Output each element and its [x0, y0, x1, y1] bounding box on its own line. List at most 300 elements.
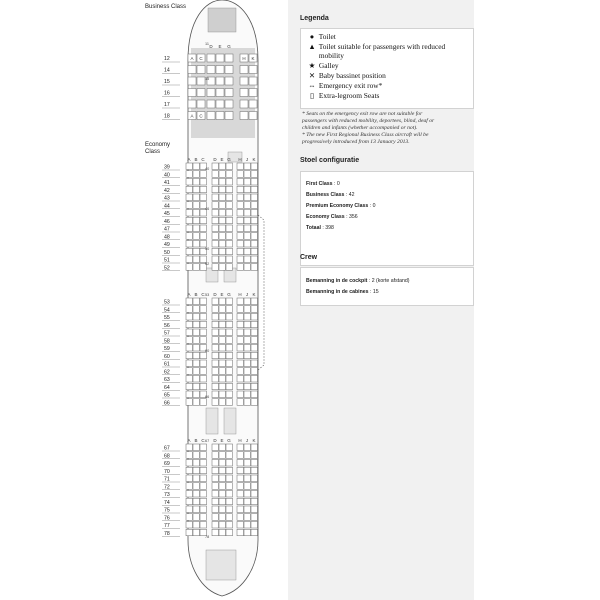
seat-economy [219, 337, 226, 344]
seat-business [207, 54, 215, 62]
config-row-first: First Class : 0 [306, 181, 340, 187]
row-number-economy: 65 [164, 392, 170, 399]
row-number-business: 14 [164, 67, 170, 74]
legend-title: Legenda [300, 15, 329, 22]
seat-economy [244, 256, 251, 263]
seat-economy [237, 491, 244, 498]
seat-letter-economy: J [245, 157, 249, 162]
row-number-economy: 72 [164, 484, 170, 491]
seat-economy [244, 506, 251, 513]
seat-economy [226, 337, 233, 344]
seat-economy [219, 475, 226, 482]
seat-letter-economy: J [245, 438, 249, 443]
legend-item-prm-toilet-cont: mobility [318, 51, 344, 60]
seat-economy [237, 368, 244, 375]
seat-economy [212, 522, 219, 529]
row-number-economy: 57 [164, 330, 170, 337]
config-row-economy: Economy Class : 356 [306, 214, 358, 220]
seat-economy [237, 264, 244, 271]
seat-economy [237, 202, 244, 209]
seat-economy [226, 368, 233, 375]
seat-economy [193, 306, 200, 313]
legend-note-4: * The new First Regional Business Class aircraft will be [302, 132, 429, 138]
seat-letter-economy: J [245, 292, 249, 297]
seat-economy [226, 522, 233, 529]
seat-economy [244, 321, 251, 328]
seat-economy [251, 179, 258, 186]
seat-economy [219, 483, 226, 490]
seat-economy [226, 225, 233, 232]
seat-economy [226, 233, 233, 240]
seat-economy [212, 306, 219, 313]
aisle-row-number: 78 [205, 535, 210, 539]
seat-economy [244, 248, 251, 255]
seat-economy [200, 352, 207, 359]
seat-economy [219, 498, 226, 505]
seat-economy [237, 529, 244, 536]
seat-business [240, 100, 248, 108]
seat-economy [200, 491, 207, 498]
seat-letter-economy: D [213, 157, 217, 162]
seat-economy [193, 383, 200, 390]
seat-economy [251, 506, 258, 513]
row-number-economy: 44 [164, 203, 170, 210]
seat-economy [186, 329, 193, 336]
seat-economy [200, 368, 207, 375]
seat-economy [237, 298, 244, 305]
row-number-economy: 73 [164, 492, 170, 498]
seat-letter-economy: G [227, 292, 231, 297]
legend-note-2: passengers with reduced mobility, deportees, blind, deaf or [302, 118, 435, 124]
seat-economy [244, 352, 251, 359]
aisle-row-number: 53 [205, 293, 210, 297]
seat-letter-economy: K [252, 292, 256, 297]
crew-row-cabin: Bemanning in de cabines : 15 [306, 289, 379, 295]
seat-economy [193, 529, 200, 536]
legend-box [300, 28, 474, 109]
seat-business [188, 100, 196, 108]
seat-economy [226, 475, 233, 482]
seat-economy [212, 491, 219, 498]
seat-economy [186, 202, 193, 209]
seat-business [216, 54, 224, 62]
seat-economy [251, 225, 258, 232]
seat-economy [186, 506, 193, 513]
seat-economy [212, 321, 219, 328]
seat-economy [219, 383, 226, 390]
seat-economy [186, 186, 193, 193]
seat-economy [212, 506, 219, 513]
seat-economy [212, 163, 219, 170]
seat-economy [186, 210, 193, 217]
seat-letter-economy: E [220, 292, 224, 297]
seat-economy [193, 391, 200, 398]
seat-economy [193, 225, 200, 232]
seat-economy [200, 467, 207, 474]
seat-economy [212, 376, 219, 383]
seat-economy [193, 233, 200, 240]
seat-economy [212, 444, 219, 451]
seat-economy [226, 383, 233, 390]
seat-economy [226, 399, 233, 406]
aisle-row-number: 46 [205, 207, 210, 211]
seat-economy [219, 391, 226, 398]
seat-economy [237, 498, 244, 505]
seat-economy [251, 391, 258, 398]
seat-economy [186, 233, 193, 240]
seat-economy [237, 186, 244, 193]
seat-economy [251, 529, 258, 536]
galley-icon: ★ [308, 61, 316, 70]
seat-economy [219, 376, 226, 383]
seat-economy [186, 264, 193, 271]
seat-economy [226, 352, 233, 359]
seat-economy [200, 383, 207, 390]
seat-letter-economy: G [227, 438, 231, 443]
seat-business [249, 100, 257, 108]
seat-economy [251, 233, 258, 240]
seat-economy [212, 233, 219, 240]
row-number-economy: 50 [164, 249, 170, 256]
seat-economy [237, 444, 244, 451]
seat-economy [193, 368, 200, 375]
seat-business [207, 89, 215, 97]
seat-economy [237, 248, 244, 255]
seat-letter-business: A [190, 113, 194, 119]
seat-economy [219, 233, 226, 240]
seat-economy [251, 368, 258, 375]
legend-item-extra-legroom: ▯ Extra-legroom Seats [307, 91, 379, 100]
seat-economy [251, 444, 258, 451]
seat-economy [186, 163, 193, 170]
row-number-economy: 53 [164, 299, 170, 306]
seat-economy [186, 467, 193, 474]
legend-item-exit-row: ⇔ Emergency exit row* [308, 81, 383, 90]
seat-economy [200, 217, 207, 224]
seat-letter-economy: K [252, 438, 256, 443]
seat-economy [251, 194, 258, 201]
seat-economy [200, 483, 207, 490]
row-number-economy: 74 [164, 499, 170, 506]
seat-economy [186, 475, 193, 482]
seat-business [197, 89, 205, 97]
seat-economy [193, 241, 200, 248]
row-number-business: 16 [164, 90, 170, 97]
seat-economy [226, 194, 233, 201]
row-number-economy: 42 [164, 187, 170, 194]
seat-economy [226, 210, 233, 217]
seat-economy [237, 329, 244, 336]
seat-economy [251, 360, 258, 367]
seat-letter-economy: G [227, 157, 231, 162]
seat-economy [219, 217, 226, 224]
row-number-economy: 60 [164, 353, 170, 360]
seat-economy [219, 171, 226, 178]
seat-economy [244, 460, 251, 467]
seat-economy [244, 514, 251, 521]
seat-economy [219, 163, 226, 170]
seat-economy [244, 467, 251, 474]
crew-title: Crew [300, 254, 318, 261]
seat-economy [251, 475, 258, 482]
seat-economy [212, 352, 219, 359]
seat-economy [186, 368, 193, 375]
seat-economy [212, 391, 219, 398]
seat-economy [212, 337, 219, 344]
aisle-row-number: 11 [205, 42, 209, 46]
row-number-economy: 43 [164, 195, 170, 202]
seat-economy [193, 467, 200, 474]
seat-letter-economy: B [194, 438, 198, 443]
seat-economy [200, 522, 207, 529]
seat-economy [226, 264, 233, 271]
seat-economy [244, 399, 251, 406]
seat-letter-economy: H [238, 438, 242, 443]
seat-economy [193, 452, 200, 459]
seat-economy [186, 444, 193, 451]
seat-letter-economy: A [187, 157, 191, 162]
seat-economy [244, 264, 251, 271]
seat-economy [251, 210, 258, 217]
seat-economy [200, 298, 207, 305]
seat-economy [193, 321, 200, 328]
seat-economy [193, 298, 200, 305]
seat-economy [219, 202, 226, 209]
seat-economy [219, 345, 226, 352]
seat-economy [226, 498, 233, 505]
seat-economy [226, 360, 233, 367]
seat-business [225, 100, 233, 108]
seat-economy [200, 460, 207, 467]
seat-economy [226, 529, 233, 536]
seat-economy [219, 522, 226, 529]
seat-economy [200, 399, 207, 406]
seat-economy [251, 329, 258, 336]
seat-economy [237, 225, 244, 232]
seat-economy [251, 352, 258, 359]
seat-economy [186, 306, 193, 313]
seat-letter-business: A [190, 56, 194, 61]
seat-letter-economy: H [238, 157, 242, 162]
seat-economy [186, 225, 193, 232]
row-number-economy: 54 [164, 307, 170, 314]
seat-economy [200, 314, 207, 321]
seat-economy [237, 171, 244, 178]
seat-economy [212, 467, 219, 474]
seat-economy [212, 217, 219, 224]
seat-economy [237, 399, 244, 406]
seat-economy [186, 194, 193, 201]
seat-economy [212, 345, 219, 352]
seat-economy [219, 399, 226, 406]
seat-economy [219, 306, 226, 313]
seat-economy [219, 352, 226, 359]
legend-item-prm-toilet: ▲ Toilet suitable for passengers with reduced [308, 42, 446, 51]
seat-economy [226, 202, 233, 209]
seat-economy [186, 383, 193, 390]
seat-economy [251, 491, 258, 498]
seat-economy [186, 179, 193, 186]
seat-economy [251, 345, 258, 352]
seat-economy [212, 514, 219, 521]
seat-economy [226, 514, 233, 521]
seat-economy [200, 337, 207, 344]
seat-economy [200, 171, 207, 178]
seat-economy [193, 444, 200, 451]
seat-economy [200, 514, 207, 521]
seat-economy [251, 460, 258, 467]
seat-economy [186, 391, 193, 398]
seat-economy [237, 210, 244, 217]
seat-business [188, 66, 196, 74]
seat-economy [251, 467, 258, 474]
seat-economy [200, 444, 207, 451]
seat-economy [251, 314, 258, 321]
seat-business [225, 77, 233, 85]
seat-economy [244, 306, 251, 313]
seat-economy [193, 210, 200, 217]
seat-economy [244, 171, 251, 178]
seat-economy [186, 345, 193, 352]
seat-letter-economy: C [201, 157, 205, 162]
seat-economy [193, 217, 200, 224]
aisle-row-number: 40 [205, 167, 210, 171]
seat-business [216, 66, 224, 74]
seat-economy [200, 376, 207, 383]
seat-business [249, 112, 257, 120]
seat-economy [244, 314, 251, 321]
seat-economy [237, 314, 244, 321]
seat-letter-economy: A [187, 438, 191, 443]
seat-economy [237, 163, 244, 170]
seat-economy [219, 514, 226, 521]
seat-economy [237, 514, 244, 521]
seat-economy [200, 321, 207, 328]
seat-economy [251, 321, 258, 328]
seat-economy [219, 210, 226, 217]
seat-economy [186, 460, 193, 467]
row-number-economy: 52 [164, 265, 170, 272]
seat-letter-business: C [199, 56, 203, 61]
seat-economy [226, 444, 233, 451]
galley-block [206, 550, 236, 580]
seat-economy [186, 399, 193, 406]
seat-business [225, 54, 233, 62]
bassinet-icon: ✕ [308, 71, 316, 80]
galley-block [224, 408, 236, 434]
seat-letter-business: D [209, 44, 213, 49]
row-number-economy: 49 [164, 242, 170, 248]
seat-economy [237, 306, 244, 313]
aisle-row-number: 52 [205, 262, 210, 266]
seat-economy [200, 452, 207, 459]
seat-economy [212, 399, 219, 406]
seat-economy [237, 391, 244, 398]
row-number-economy: 68 [164, 453, 170, 460]
seat-economy [244, 391, 251, 398]
seat-letter-business: E [218, 44, 222, 49]
seat-business [225, 89, 233, 97]
seat-economy [193, 337, 200, 344]
seat-economy [200, 194, 207, 201]
seat-economy [212, 460, 219, 467]
seat-economy [200, 475, 207, 482]
seat-economy [244, 233, 251, 240]
legend-note-1: * Seats on the emergency exit row are not suitable for [302, 111, 423, 117]
aisle-row-number: 15 [205, 77, 210, 81]
seat-letter-business: C [199, 113, 203, 119]
seat-economy [244, 383, 251, 390]
seat-economy [226, 298, 233, 305]
seat-economy [251, 522, 258, 529]
seat-business [197, 100, 205, 108]
seat-economy [237, 352, 244, 359]
row-number-economy: 67 [164, 445, 170, 452]
accessible-toilet-icon: ▲ [308, 42, 316, 51]
row-number-economy: 51 [164, 257, 170, 264]
row-number-economy: 46 [164, 218, 170, 225]
seat-business [207, 66, 215, 74]
seat-economy [219, 241, 226, 248]
seat-economy [212, 452, 219, 459]
config-row-premium: Premium Economy Class : 0 [306, 203, 376, 209]
seat-economy [244, 444, 251, 451]
config-row-business: Business Class : 42 [306, 192, 355, 198]
seat-economy [251, 452, 258, 459]
seat-economy [200, 306, 207, 313]
seat-economy [244, 483, 251, 490]
seat-economy [226, 306, 233, 313]
seat-economy [244, 241, 251, 248]
seat-economy [186, 376, 193, 383]
seat-economy [193, 179, 200, 186]
seat-economy [251, 171, 258, 178]
row-number-economy: 48 [164, 234, 170, 241]
seat-economy [237, 467, 244, 474]
seat-economy [226, 376, 233, 383]
seat-letter-economy: H [238, 292, 242, 297]
seat-business [188, 89, 196, 97]
seat-economy [244, 498, 251, 505]
seat-economy [193, 475, 200, 482]
seat-economy [226, 329, 233, 336]
seat-business [216, 89, 224, 97]
seat-economy [200, 233, 207, 240]
row-number-economy: 78 [164, 530, 170, 537]
seat-economy [226, 452, 233, 459]
seat-economy [226, 171, 233, 178]
economy-class-label-2: Class [145, 149, 161, 155]
seat-economy [237, 475, 244, 482]
legend-note-3: children and infants (whether accompanied or not). [302, 125, 418, 131]
seat-economy [219, 452, 226, 459]
seat-economy [219, 248, 226, 255]
seat-economy [212, 248, 219, 255]
seat-economy [219, 529, 226, 536]
seat-economy [200, 498, 207, 505]
seat-economy [186, 298, 193, 305]
seat-economy [193, 256, 200, 263]
seat-economy [226, 483, 233, 490]
seat-economy [186, 256, 193, 263]
seat-economy [237, 256, 244, 263]
seat-economy [219, 225, 226, 232]
row-number-economy: 63 [164, 377, 170, 383]
row-number-economy: 47 [164, 226, 170, 233]
seat-economy [212, 210, 219, 217]
seat-economy [237, 376, 244, 383]
fuselage-exit-door [258, 215, 264, 370]
